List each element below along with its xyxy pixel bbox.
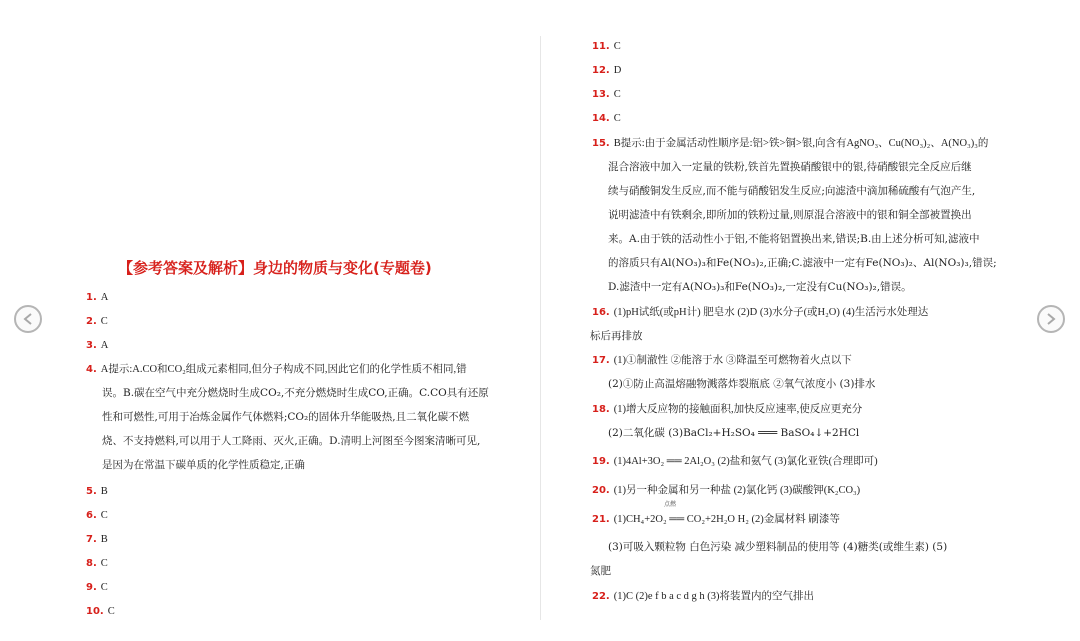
answer-2: 2. C: [86, 316, 108, 327]
answer-6: 6. C: [86, 510, 108, 521]
answer-15-line: 续与硝酸铜发生反应,而不能与硝酸铝发生反应;向滤渣中滴加稀硫酸有气泡产生,: [608, 185, 976, 197]
page-title: 【参考答案及解析】身边的物质与变化(专题卷): [118, 259, 432, 277]
answer-8: 8. C: [86, 558, 108, 569]
answer-20: 20. (1)另一种金属和另一种盐 (2)氯化钙 (3)碳酸钾(K₂CO₃): [592, 485, 861, 496]
answer-18-line: (2)二氧化碳 (3)BaCl₂+H₂SO₄ ═══ BaSO₄↓+2HCl: [608, 427, 860, 439]
answer-16: 16. (1)pH试纸(或pH计) 肥皂水 (2)D (3)水分子(或H₂O) (4)生活污水处理达: [592, 307, 929, 318]
answer-19: 19. (1)4Al+3O₂ ══ 2Al₂O₃ (2)盐和氨气 (3)氯化亚铁(合理即可): [592, 456, 878, 467]
answer-15-line: 说明滤渣中有铁剩余,即所加的铁粉过量,则原混合溶液中的银和铜全部被置换出: [608, 209, 972, 221]
answer-21-line: (3)可吸入颗粒物 白色污染 减少塑料制品的使用等 (4)糖类(或维生素) (5): [608, 541, 948, 553]
answer-15-line: 的溶质只有Al(NO₃)₃和Fe(NO₃)₂,正确;C.滤液中一定有Fe(NO₃)₂、Al(NO₃)₃,错误;: [608, 257, 997, 269]
answer-17: 17. (1)①制澈性 ②能溶于水 ③降温至可燃物着火点以下: [592, 355, 852, 366]
answer-15-line: D.滤渣中一定有A(NO₃)₃和Fe(NO₃)₂,一定没有Cu(NO₃)₂,错误。: [608, 281, 912, 293]
right-page: [582, 0, 1010, 641]
answer-4-line: 误。B.碳在空气中充分燃烧时生成CO₂,不充分燃烧时生成CO,正确。C.CO具有还原: [102, 387, 489, 399]
page-divider: [540, 36, 541, 620]
answer-11: 11. C: [592, 41, 621, 52]
previous-page-button[interactable]: [14, 305, 42, 333]
answer-4-line: 性和可燃性,可用于冶炼金属作气体燃料;CO₂的固体升华能吸热,且二氧化碳不燃: [102, 411, 470, 423]
answer-9: 9. C: [86, 582, 108, 593]
answer-5: 5. B: [86, 486, 108, 497]
answer-15: 15. B提示:由于金属活动性顺序是:铝>铁>铜>银,向含有AgNO₃、Cu(NO₃)₂、A(NO₃)₃的: [592, 138, 989, 149]
answer-13: 13. C: [592, 89, 621, 100]
answer-14: 14. C: [592, 113, 621, 124]
reaction-condition: 点燃: [664, 501, 677, 508]
left-page: [78, 0, 514, 641]
answer-18: 18. (1)增大反应物的接触面积,加快反应速率,使反应更充分: [592, 404, 863, 415]
answer-1: 1. A: [86, 292, 109, 303]
answer-15-line: 混合溶液中加入一定量的铁粉,铁首先置换硝酸银中的银,待硝酸银完全反应后继: [608, 161, 972, 173]
answer-16-line: 标后再排放: [590, 330, 643, 342]
answer-3: 3. A: [86, 340, 109, 351]
answer-15-line: 来。A.由于铁的活动性小于铝,不能将铝置换出来,错误;B.由上述分析可知,滤液中: [608, 233, 980, 245]
answer-21: 21. (1)CH₄+2O₂ ══ CO₂+2H₂O H₂ (2)金属材料 刷漆等: [592, 514, 840, 525]
answer-17-line: (2)①防止高温熔融物溅落炸裂瓶底 ②氧气浓度小 (3)排水: [608, 378, 876, 390]
next-page-button[interactable]: [1037, 305, 1065, 333]
answer-10: 10. C: [86, 606, 115, 617]
answer-22: 22. (1)C (2)e f b a c d g h (3)将装置内的空气排出: [592, 591, 815, 602]
answer-4-line: 烧、不支持燃料,可以用于人工降雨、灭火,正确。D.清明上河图至今图案清晰可见,: [102, 435, 481, 447]
answer-21-line: 氮肥: [590, 565, 611, 577]
answer-12: 12. D: [592, 65, 622, 76]
answer-4: 4. A提示:A.CO和CO₂组成元素相同,但分子构成不同,因此它们的化学性质不相同,错: [86, 364, 467, 375]
chevron-right-icon: [1046, 313, 1056, 325]
answer-4-line: 是因为在常温下碳单质的化学性质稳定,正确: [102, 459, 305, 471]
chevron-left-icon: [23, 313, 33, 325]
answer-7: 7. B: [86, 534, 108, 545]
